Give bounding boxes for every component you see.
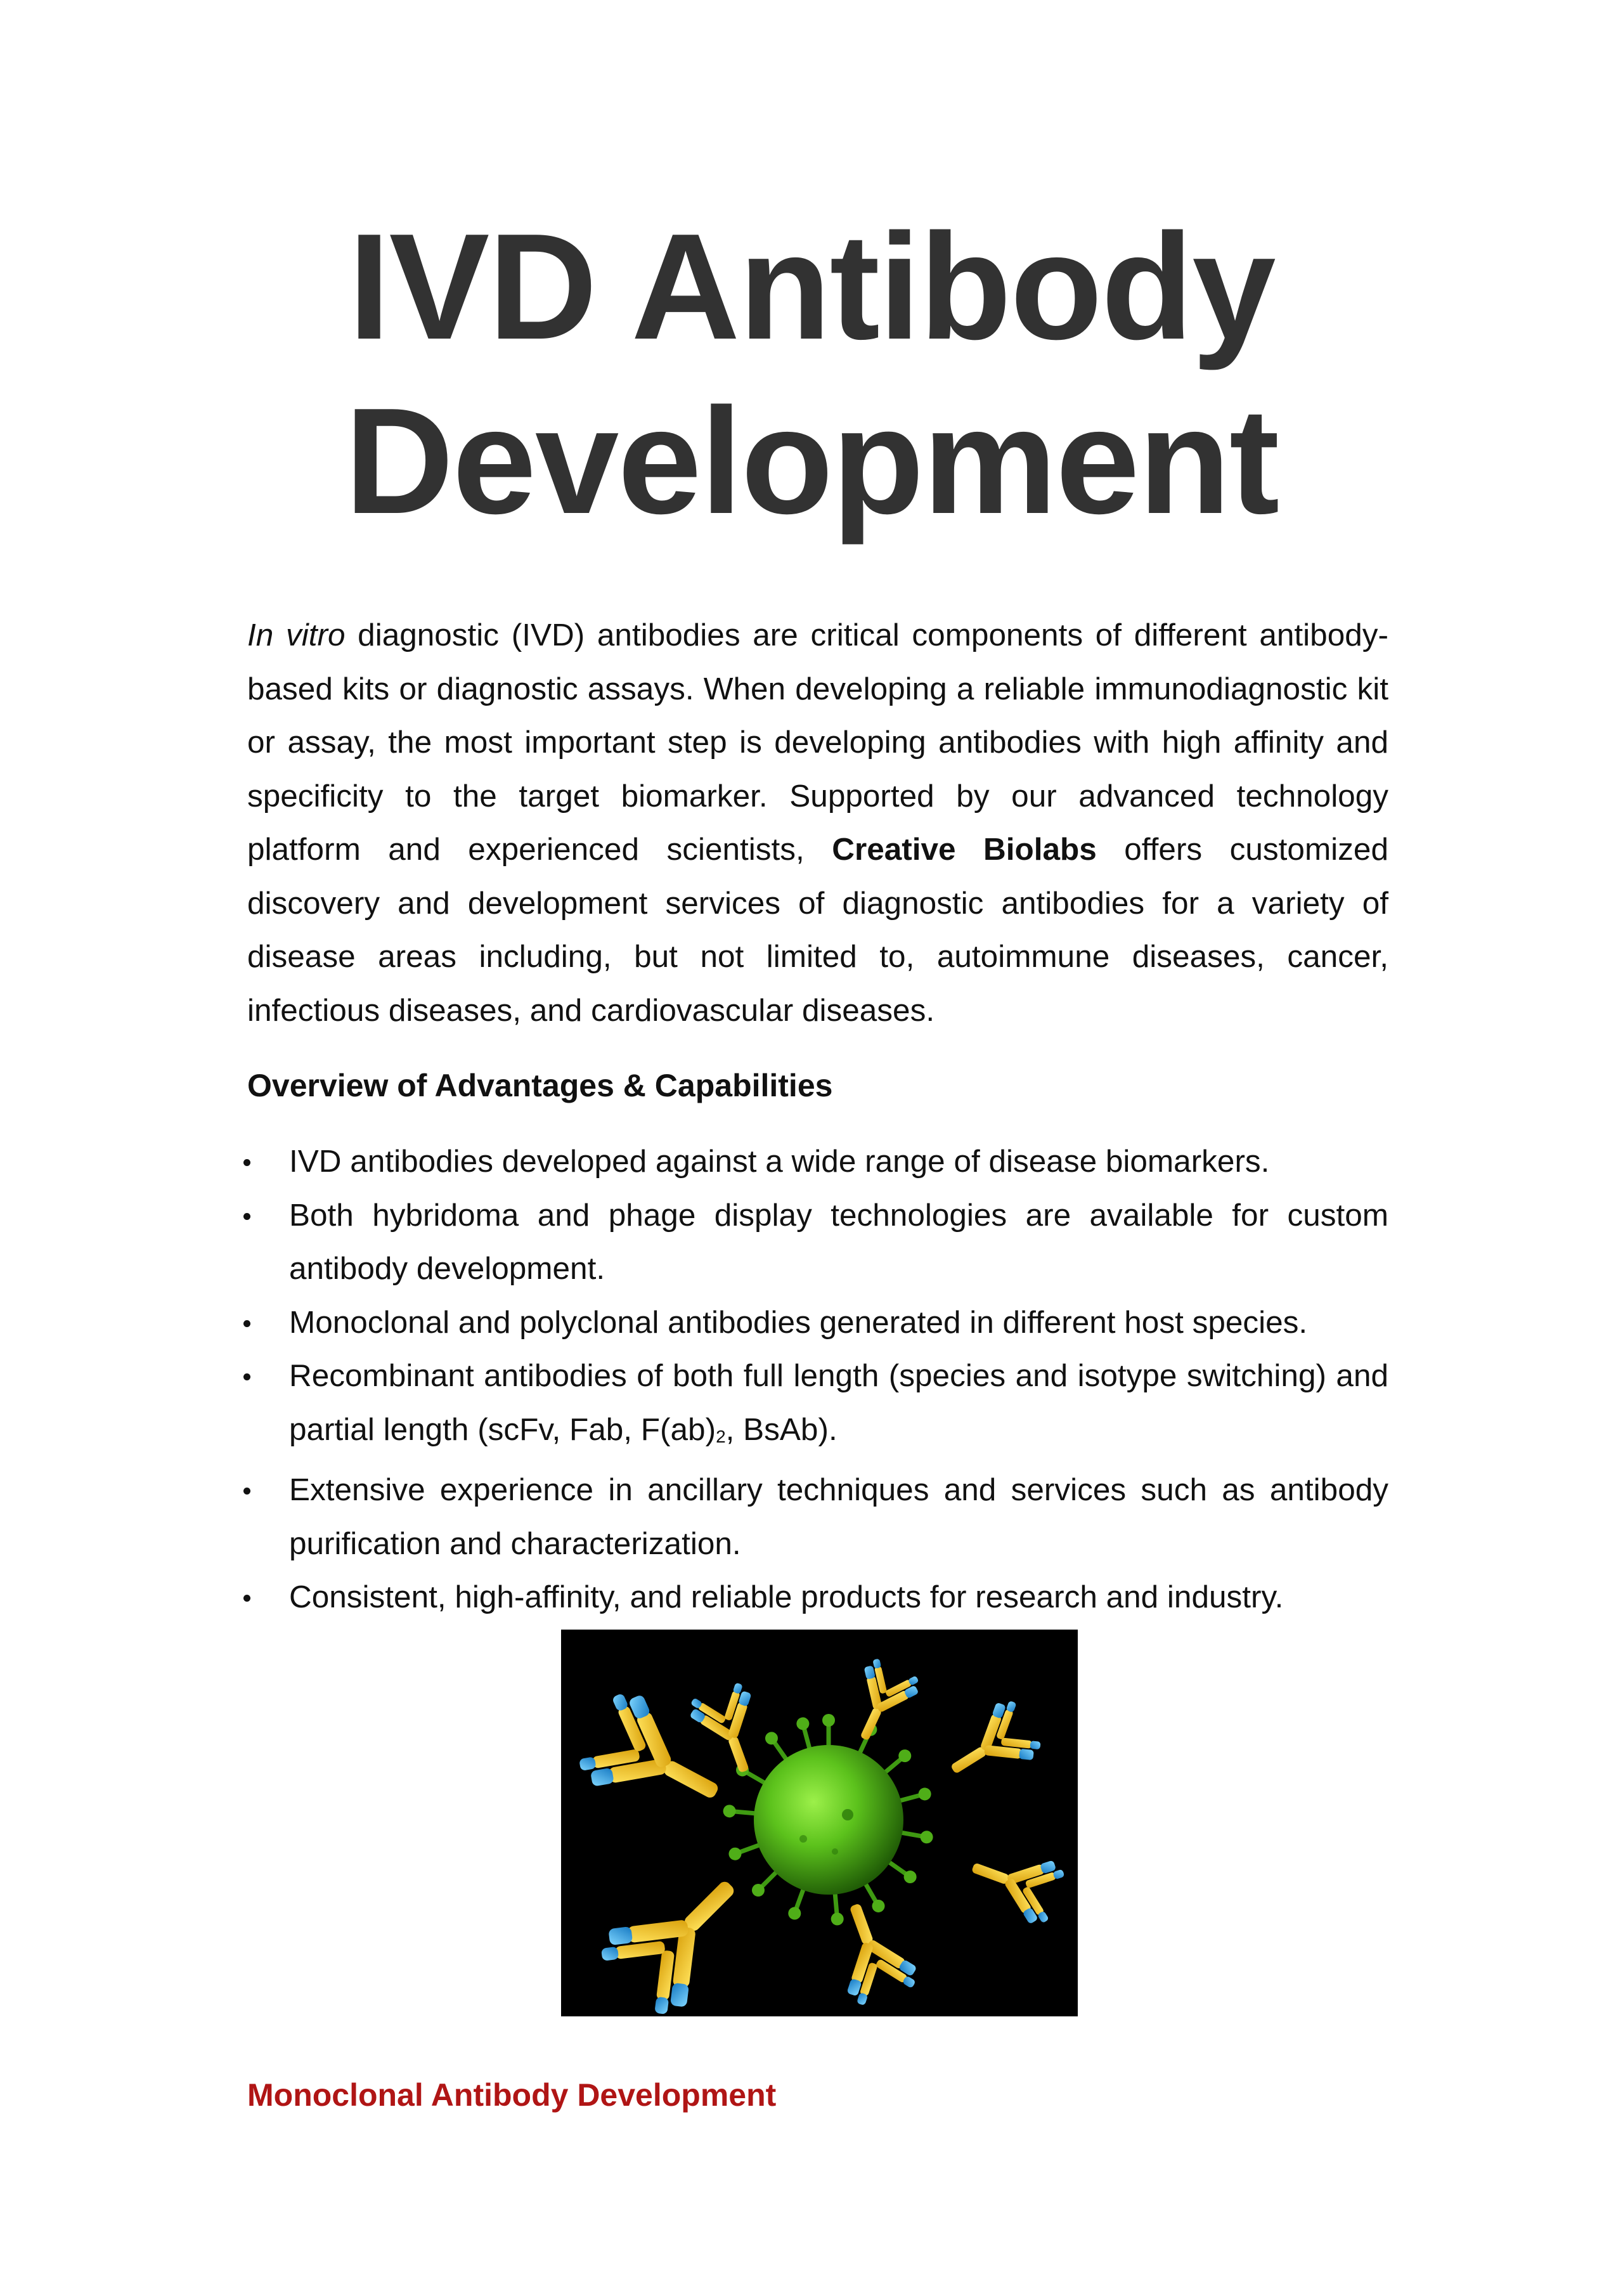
- monoclonal-antibody-link[interactable]: Monoclonal Antibody Development: [247, 2077, 777, 2113]
- bullet-text-5: Extensive experience in ancillary techniques and services such as antibody purification and characterization.: [289, 1472, 1388, 1561]
- bullet-text-2: Both hybridoma and phage display technologies are available for custom antibody development.: [289, 1197, 1388, 1286]
- virus-antibody-icon: [561, 1630, 1078, 2016]
- bullet-text-1: IVD antibodies developed against a wide range of disease biomarkers.: [289, 1144, 1270, 1179]
- intro-paragraph: [247, 609, 1388, 1037]
- list-item: [247, 1463, 1388, 1571]
- bullet-text-3: Monoclonal and polyclonal antibodies generated in different host species.: [289, 1304, 1308, 1340]
- list-item: [247, 1189, 1388, 1296]
- bullet-text-4a: Recombinant antibodies of both full length (species and isotype switching) and partial length (scFv, Fab, F(ab): [289, 1358, 1388, 1447]
- page-title: [0, 200, 1623, 548]
- bullet-text-4b: , BsAb).: [725, 1411, 837, 1447]
- company-name: Creative Biolabs: [832, 832, 1097, 867]
- list-item: [247, 1135, 1388, 1189]
- bullet-text-6: Consistent, high-affinity, and reliable products for research and industry.: [289, 1579, 1284, 1614]
- capabilities-list: [247, 1135, 1388, 1625]
- title-line-1: IVD Antibody: [348, 203, 1275, 371]
- title-line-2: Development: [344, 377, 1279, 545]
- list-item: [247, 1296, 1388, 1350]
- overview-heading: Overview of Advantages & Capabilities: [247, 1068, 833, 1103]
- virus-with-antibodies-illustration: [561, 1630, 1078, 2016]
- list-item: [247, 1349, 1388, 1463]
- intro-italic-lead: In vitro: [247, 618, 346, 652]
- intro-text-2: offers customized discovery and development services of diagnostic antibodies for a variety of disease areas including, but not limited to, autoimmune diseases, cancer, infectious diseases, and cardiovascular diseases.: [247, 832, 1388, 1028]
- intro-text-1: diagnostic (IVD) antibodies are critical components of different antibody-based kits or diagnostic assays. When developing a reliable immunodiagnostic kit or assay, the most important step is developing antibodies with high affinity and specificity to the target biomarker. Supported by our advanced technology platform and experienced scientists,: [247, 618, 1388, 867]
- bullet-text-4-sub: 2: [716, 1426, 726, 1446]
- list-item: [247, 1571, 1388, 1625]
